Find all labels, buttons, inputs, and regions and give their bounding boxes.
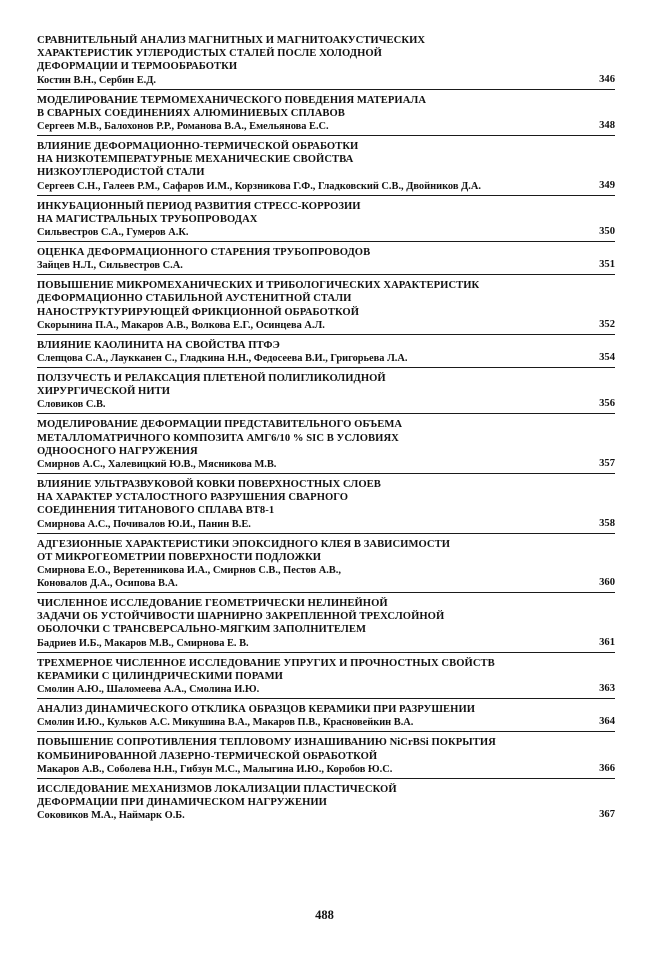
toc-entry-page-number: 348 bbox=[599, 120, 615, 132]
toc-entry-authors: Сергеев М.В., Балохонов Р.Р., Романова В.А., Емельянова Е.С. bbox=[37, 121, 329, 133]
toc-entry-authors-row bbox=[37, 120, 615, 133]
toc-entry-title: ТРЕХМЕРНОЕ ЧИСЛЕННОЕ ИССЛЕДОВАНИЕ УПРУГИХ И ПРОЧНОСТНЫХ СВОЙСТВ КЕРАМИКИ С ЦИЛИНДРИЧЕСКИМИ ПОРАМИ bbox=[37, 657, 495, 682]
toc-entry-authors-row bbox=[37, 809, 615, 822]
table-of-contents bbox=[37, 34, 615, 828]
toc-entry bbox=[37, 200, 615, 242]
toc-entry-title: АНАЛИЗ ДИНАМИЧЕСКОГО ОТКЛИКА ОБРАЗЦОВ КЕРАМИКИ ПРИ РАЗРУШЕНИИ bbox=[37, 704, 476, 716]
toc-entry-title: МОДЕЛИРОВАНИЕ ДЕФОРМАЦИИ ПРЕДСТАВИТЕЛЬНОГО ОБЪЕМА МЕТАЛЛОМАТРИЧНОГО КОМПОЗИТА АМГ6/10 % SIC В УСЛОВИЯХ ОДНООСНОГО НАГРУЖЕНИЯ bbox=[37, 419, 403, 457]
toc-entry-authors-row bbox=[37, 319, 615, 332]
toc-entry bbox=[37, 597, 615, 653]
toc-entry bbox=[37, 783, 615, 824]
toc-entry-page-number: 361 bbox=[599, 636, 615, 648]
toc-entry bbox=[37, 478, 615, 534]
toc-entry-title: СРАВНИТЕЛЬНЫЙ АНАЛИЗ МАГНИТНЫХ И МАГНИТОАКУСТИЧЕСКИХ ХАРАКТЕРИСТИК УГЛЕРОДИСТЫХ СТАЛЕЙ ПОСЛЕ ХОЛОДНОЙ ДЕФОРМАЦИИ И ТЕРМООБРАБОТКИ bbox=[37, 35, 426, 73]
toc-entry-authors: Сильвестров С.А., Гумеров А.К. bbox=[37, 227, 189, 239]
toc-entry bbox=[37, 538, 615, 593]
toc-entry-authors-row bbox=[37, 564, 615, 590]
toc-entry-authors-row bbox=[37, 398, 615, 411]
toc-entry-page-number: 351 bbox=[599, 259, 615, 271]
toc-entry bbox=[37, 703, 615, 732]
toc-entry-authors-row bbox=[37, 74, 615, 87]
toc-entry-authors-row bbox=[37, 226, 615, 239]
toc-entry-authors: Словиков С.В. bbox=[37, 399, 106, 411]
toc-entry-page-number: 358 bbox=[599, 517, 615, 529]
toc-entry-title: ПОЛЗУЧЕСТЬ И РЕЛАКСАЦИЯ ПЛЕТЕНОЙ ПОЛИГЛИКОЛИДНОЙ ХИРУРГИЧЕСКОЙ НИТИ bbox=[37, 373, 386, 398]
toc-entry-title: ВЛИЯНИЕ ДЕФОРМАЦИОННО-ТЕРМИЧЕСКОЙ ОБРАБОТКИ НА НИЗКОТЕМПЕРАТУРНЫЕ МЕХАНИЧЕСКИЕ СВОЙСТВА НИЗКОУГЛЕРОДИСТОЙ СТАЛИ bbox=[37, 141, 359, 179]
toc-entry-page-number: 364 bbox=[599, 716, 615, 728]
toc-entry-authors: Смирнова А.С., Почивалов Ю.И., Панин В.Е. bbox=[37, 518, 251, 530]
toc-entry-authors: Смирнова Е.О., Веретенникова И.А., Смирнов С.В., Пестов А.В., Коновалов Д.А., Осипова В.А. bbox=[37, 565, 341, 590]
toc-entry bbox=[37, 372, 615, 414]
toc-entry-title: ИНКУБАЦИОННЫЙ ПЕРИОД РАЗВИТИЯ СТРЕСС-КОРРОЗИИ НА МАГИСТРАЛЬНЫХ ТРУБОПРОВОДАХ bbox=[37, 200, 361, 225]
toc-entry bbox=[37, 657, 615, 699]
toc-entry-title: ЧИСЛЕННОЕ ИССЛЕДОВАНИЕ ГЕОМЕТРИЧЕСКИ НЕЛИНЕЙНОЙ ЗАДАЧИ ОБ УСТОЙЧИВОСТИ ШАРНИРНО ЗАКРЕПЛЕННОЙ ТРЕХСЛОЙНОЙ ОБОЛОЧКИ С ТРАНСВЕРСАЛЬНО-МЯГКИМ ЗАПОЛНИТЕЛЕМ bbox=[37, 598, 445, 636]
toc-entry-authors-row bbox=[37, 716, 615, 729]
toc-entry bbox=[37, 34, 615, 90]
toc-entry-authors: Бадриев И.Б., Макаров М.В., Смирнова Е. В. bbox=[37, 637, 249, 649]
toc-entry-authors: Скорынина П.А., Макаров А.В., Волкова Е.Г., Осинцева А.Л. bbox=[37, 319, 325, 331]
toc-entry-authors: Смолин А.Ю., Шаломеева А.А., Смолина И.Ю. bbox=[37, 684, 260, 696]
toc-entry-authors: Слепцова С.А., Лаукканен С., Гладкина Н.Н., Федосеева В.И., Григорьева Л.А. bbox=[37, 353, 408, 365]
toc-entry-authors: Костин В.Н., Сербин Е.Д. bbox=[37, 74, 156, 86]
toc-entry-page-number: 352 bbox=[599, 318, 615, 330]
toc-entry-title: ПОВЫШЕНИЕ МИКРОМЕХАНИЧЕСКИХ И ТРИБОЛОГИЧЕСКИХ ХАРАКТЕРИСТИК ДЕФОРМАЦИОННО СТАБИЛЬНОЙ АУСТЕНИТНОЙ СТАЛИ НАНОСТРУКТУРИРУЮЩЕЙ ФРИКЦИОННОЙ ОБРАБОТКОЙ bbox=[37, 280, 480, 318]
toc-entry bbox=[37, 279, 615, 335]
toc-entry-authors: Сергеев С.Н., Галеев Р.М., Сафаров И.М., Корзникова Г.Ф., Гладковский С.В., Двойников Д.А. bbox=[37, 180, 481, 192]
toc-entry-authors-row bbox=[37, 259, 615, 272]
toc-entry-page-number: 363 bbox=[599, 683, 615, 695]
toc-entry-title: ПОВЫШЕНИЕ СОПРОТИВЛЕНИЯ ТЕПЛОВОМУ ИЗНАШИВАНИЮ NiCrBSi ПОКРЫТИЯ КОМБИНИРОВАННОЙ ЛАЗЕРНО-ТЕРМИЧЕСКОЙ ОБРАБОТКОЙ bbox=[37, 737, 496, 762]
toc-entry-authors: Макаров А.В., Соболева Н.Н., Гибзун М.С., Малыгина И.Ю., Коробов Ю.С. bbox=[37, 763, 393, 775]
toc-entry bbox=[37, 94, 615, 136]
toc-entry-page-number: 357 bbox=[599, 458, 615, 470]
toc-entry-authors-row bbox=[37, 763, 615, 776]
toc-entry bbox=[37, 418, 615, 474]
toc-entry-page-number: 346 bbox=[599, 73, 615, 85]
toc-entry-page-number: 366 bbox=[599, 762, 615, 774]
toc-entry-title: ВЛИЯНИЕ КАОЛИНИТА НА СВОЙСТВА ПТФЭ bbox=[37, 339, 280, 351]
toc-entry-title: ИССЛЕДОВАНИЕ МЕХАНИЗМОВ ЛОКАЛИЗАЦИИ ПЛАСТИЧЕСКОЙ ДЕФОРМАЦИИ ПРИ ДИНАМИЧЕСКОМ НАГРУЖЕНИИ bbox=[37, 783, 397, 808]
toc-entry-page-number: 356 bbox=[599, 398, 615, 410]
toc-entry-title: МОДЕЛИРОВАНИЕ ТЕРМОМЕХАНИЧЕСКОГО ПОВЕДЕНИЯ МАТЕРИАЛА В СВАРНЫХ СОЕДИНЕНИЯХ АЛЮМИНИЕВЫХ СПЛАВОВ bbox=[37, 94, 427, 119]
toc-entry-authors-row bbox=[37, 637, 615, 650]
toc-entry-authors-row bbox=[37, 180, 615, 193]
toc-entry-title: ОЦЕНКА ДЕФОРМАЦИОННОГО СТАРЕНИЯ ТРУБОПРОВОДОВ bbox=[37, 247, 371, 259]
toc-entry-authors-row bbox=[37, 352, 615, 365]
toc-entry bbox=[37, 339, 615, 368]
toc-entry-authors: Смирнов А.С., Халевицкий Ю.В., Мясникова М.В. bbox=[37, 459, 277, 471]
toc-entry-page-number: 367 bbox=[599, 809, 615, 821]
toc-entry-authors-row bbox=[37, 518, 615, 531]
toc-entry-page-number: 360 bbox=[599, 577, 615, 589]
toc-entry-title: ВЛИЯНИЕ УЛЬТРАЗВУКОВОЙ КОВКИ ПОВЕРХНОСТНЫХ СЛОЕВ НА ХАРАКТЕР УСТАЛОСТНОГО РАЗРУШЕНИЯ СВАРНОГО СОЕДИНЕНИЯ ТИТАНОВОГО СПЛАВА ВТ8-1 bbox=[37, 479, 381, 517]
toc-entry-authors: Зайцев Н.Л., Сильвестров С.А. bbox=[37, 260, 183, 272]
toc-entry-authors-row bbox=[37, 458, 615, 471]
toc-entry bbox=[37, 140, 615, 196]
toc-entry-page-number: 354 bbox=[599, 352, 615, 364]
toc-entry bbox=[37, 246, 615, 275]
toc-entry-page-number: 349 bbox=[599, 179, 615, 191]
page-number: 488 bbox=[315, 908, 334, 922]
toc-entry-page-number: 350 bbox=[599, 226, 615, 238]
toc-entry bbox=[37, 736, 615, 778]
toc-entry-title: АДГЕЗИОННЫЕ ХАРАКТЕРИСТИКИ ЭПОКСИДНОГО КЛЕЯ В ЗАВИСИМОСТИ ОТ МИКРОГЕОМЕТРИИ ПОВЕРХНОСТИ ПОДЛОЖКИ bbox=[37, 538, 451, 563]
toc-entry-authors: Смолин И.Ю., Кульков А.С. Микушина В.А., Макаров П.В., Красновейкин В.А. bbox=[37, 717, 414, 729]
toc-entry-authors-row bbox=[37, 683, 615, 696]
toc-entry-authors: Соковиков М.А., Наймарк О.Б. bbox=[37, 810, 185, 822]
